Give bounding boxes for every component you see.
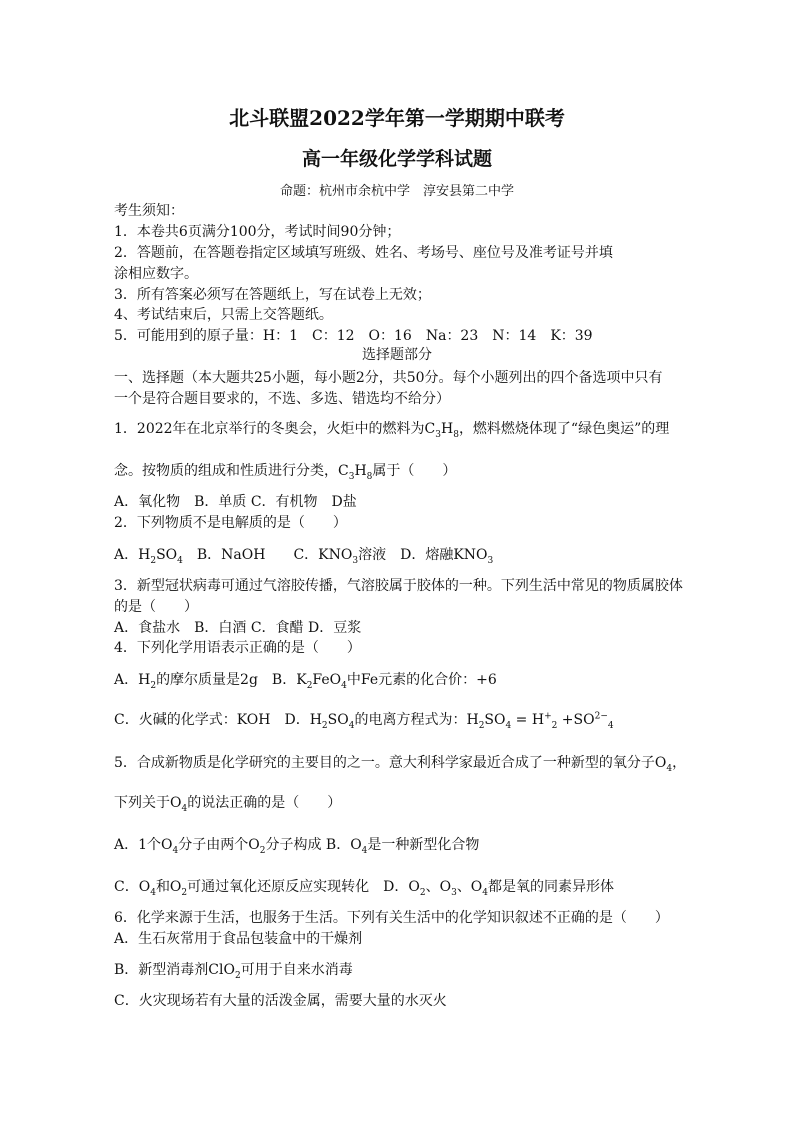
question-5-stem: 下列关于$O_4$的说法正确的是（ ） [114, 795, 342, 814]
section-intro: 一个是符合题目要求的，不选、多选、错选均不给分） [114, 391, 450, 407]
exam-title: 北斗联盟2022学年第一学期期中联考 [229, 106, 565, 130]
question-4-options-cd: C．火碱的化学式：KOH D．$H_2SO_4$的电离方程式为：$H_2SO_4 = H^+_2 +SO^{2-}_4$ [114, 711, 614, 731]
notice-item: 2．答题前，在答题卷指定区域填写班级、姓名、考场号、座位号及准考证号并填 [114, 245, 613, 261]
question-1-stem: 念。按物质的组成和性质进行分类，$C_3H_8$属于（ ） [114, 463, 457, 482]
exam-subtitle: 高一年级化学学科试题 [301, 148, 492, 170]
notice-item: 5．可能用到的原子量：H：1 C：12 O：16 Na：23 N：14 K：39 [114, 328, 593, 344]
section-intro: 一、选择题（本大题共25小题，每小题2分，共50分。每个小题列出的四个备选项中只有 [114, 370, 663, 386]
question-3-stem: 3．新型冠状病毒可通过气溶胶传播，气溶胶属于胶体的一种。下列生活中常见的物质属胶体 [114, 578, 683, 594]
notice-item: 4、考试结束后，只需上交答题纸。 [114, 307, 333, 323]
question-5-options-ab: A．1个$O_4$分子由两个$O_2$分子构成 B．$O_4$是一种新型化合物 [114, 837, 480, 856]
notice-heading: 考生须知： [114, 203, 184, 219]
question-6-option-c: C．火灾现场若有大量的活泼金属，需要大量的水灭火 [114, 993, 447, 1009]
question-3-options: A．食盐水 B．白酒 C．食醋 D．豆浆 [114, 620, 362, 636]
question-6-option-a: A．生石灰常用于食品包装盒中的干燥剂 [114, 931, 363, 947]
question-4-options-ab: A．$H_2$的摩尔质量是2g B．$K_2FeO_4$中Fe元素的化合价：+6 [114, 672, 497, 691]
question-5-stem: 5．合成新物质是化学研究的主要目的之一。意大利科学家最近合成了一种新型的氧分子$O_4$， [114, 755, 687, 774]
question-2-stem: 2．下列物质不是电解质的是（ ） [114, 515, 347, 531]
question-2-options: A．$H_2SO_4$ B．NaOH C．$KNO_3$溶液 D．熔融$KNO_3$ [114, 547, 494, 566]
question-3-stem: 的是（ ） [114, 599, 198, 615]
question-1-options: A．氧化物 B．单质 C．有机物 D盐 [114, 494, 357, 510]
question-1-stem: 1．2022年在北京举行的冬奥会，火炬中的燃料为$C_3H_8$，燃料燃烧体现了“绿色奥运”的理 [114, 421, 670, 440]
question-4-stem: 4．下列化学用语表示正确的是（ ） [114, 640, 361, 656]
question-6-option-b: B．新型消毒剂ClO$_2$可用于自来水消毒 [114, 962, 353, 981]
notice-item: 1．本卷共6页满分100分，考试时间90分钟； [114, 224, 401, 240]
exam-authors: 命题：杭州市余杭中学 淳安县第二中学 [279, 184, 514, 199]
notice-item: 涂相应数字。 [114, 266, 198, 282]
question-5-options-cd: C．$O_4$和$O_2$可通过氧化还原反应实现转化 D．$O_2$、$O_3$、$O_4$都是氧的同素异形体 [114, 879, 615, 898]
section-title: 选择题部分 [362, 347, 432, 363]
question-6-stem: 6．化学来源于生活，也服务于生活。下列有关生活中的化学知识叙述不正确的是（ ） [114, 910, 669, 926]
notice-item: 3．所有答案必须写在答题纸上，写在试卷上无效； [114, 287, 431, 303]
